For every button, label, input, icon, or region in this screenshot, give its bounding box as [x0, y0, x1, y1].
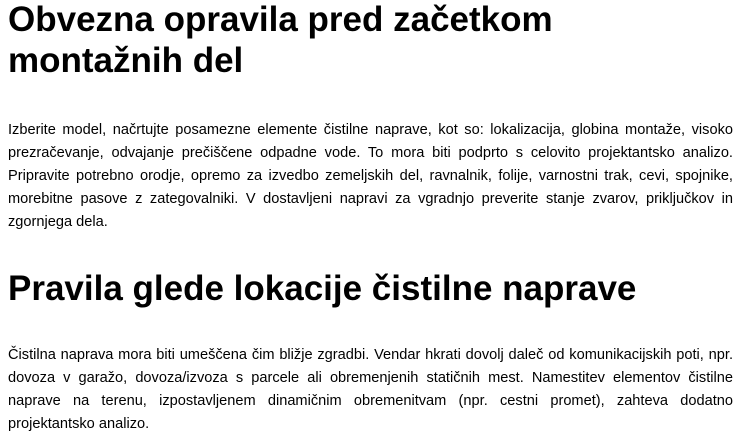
section-heading-location-rules: Pravila glede lokacije čistilne naprave — [8, 269, 637, 308]
section-body-obligations: Izberite model, načrtujte posamezne elemente čistilne naprave, kot so: lokalizacija, globina montaže, visoko prezračevanje, odvajanje prečiščene odpadne vode. To mora biti podprto s celovito projektantsko analizo. Pripravite potrebno orodje, opremo za izvedbo zemeljskih del, ravnalnik, folije, varnostni trak, cevi, spojnike, morebitne pasove z zategovalniki. V dostavljeni napravi za vgradnjo preverite stanje zvarov, priključkov in zgornjega dela. — [8, 122, 733, 230]
section-heading-obligations: Obvezna opravila pred začetkom montažnih del — [8, 0, 553, 80]
section-body-location-rules: Čistilna naprava mora biti umeščena čim bližje zgradbi. Vendar hkrati dovolj daleč od komunikacijskih poti, npr. dovoza v garažo, dovoza/izvoza s parcele ali obremenjenih statičnih mest. Namestitev elementov čistilne naprave na terenu, izpostavljenem dinamičnim obremenitvam (npr. cestni promet), zahteva dodatno projektantsko analizo. — [8, 347, 733, 432]
